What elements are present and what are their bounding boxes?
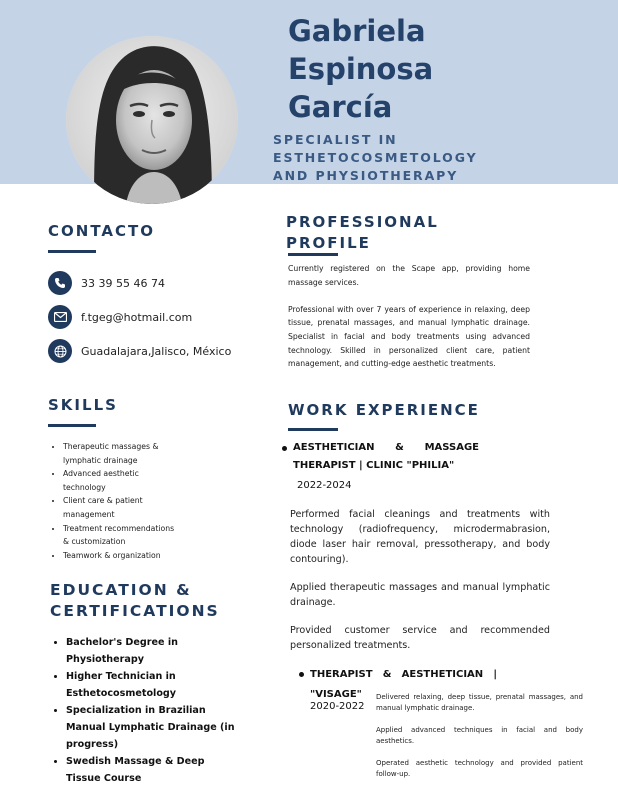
job-description-clinic-philia: [290, 507, 550, 653]
person-name: [288, 12, 433, 126]
education-item: • Specialization in Brazilian Manual Lymphatic Drainage (in progress): [66, 702, 242, 753]
name-line: García: [288, 90, 393, 124]
name-line: Espinosa: [288, 52, 434, 86]
job-paragraph: Provided customer service and recommended personalized treatments.: [290, 625, 550, 651]
contact-heading-rule: [48, 250, 96, 253]
contact-email: [48, 305, 192, 329]
job-paragraph: Applied advanced techniques in facial and body aesthetics.: [376, 726, 583, 745]
job-bullet: [299, 672, 304, 677]
profile-heading-line: PROFESSIONAL: [286, 213, 439, 231]
globe-icon: [48, 339, 72, 363]
profile-heading-rule: [288, 253, 338, 256]
name-line: Gabriela: [288, 14, 426, 48]
job-title-line: THERAPIST | CLINIC "PHILIA": [293, 460, 455, 471]
skills-list: [51, 440, 181, 562]
email-icon: [48, 305, 72, 329]
contact-location: [48, 339, 231, 363]
job-title-clinic-philia: [293, 439, 479, 475]
profile-text: [288, 262, 530, 371]
job-paragraph: Delivered relaxing, deep tissue, prenatal massages, and manual lymphatic drainage.: [376, 693, 583, 712]
contact-phone: [48, 271, 165, 295]
role-line: SPECIALIST IN: [273, 132, 398, 147]
skill-item: • Therapeutic massages & lymphatic drainage: [63, 440, 181, 467]
job-paragraph: Applied therapeutic massages and manual lymphatic drainage.: [290, 582, 550, 608]
profile-paragraph: Currently registered on the Scape app, providing home massage services.: [288, 264, 530, 287]
experience-heading-rule: [288, 428, 338, 431]
job-bullet: [282, 446, 287, 451]
job-dates: 2022-2024: [297, 480, 352, 491]
role-line: ESTHETOCOSMETOLOGY: [273, 150, 478, 165]
job-title-line: THERAPIST & AESTHETICIAN |: [310, 669, 497, 680]
profile-paragraph: Professional with over 7 years of experience in relaxing, deep tissue, prenatal massages, and manual lymphatic drainage. Specialist in facial and body treatments using advanced technology. Skilled in personalized client care, patient management, and cutting-edge aesthetic treatments.: [288, 304, 530, 369]
education-item: • Swedish Massage & Deep Tissue Course: [66, 753, 242, 787]
location-text: Guadalajara,Jalisco, México: [81, 344, 232, 358]
education-heading-line: CERTIFICATIONS: [50, 602, 220, 620]
phone-icon: [48, 271, 72, 295]
profile-heading: [286, 212, 439, 254]
portrait-image: [66, 36, 238, 204]
job-title-line: AESTHETICIAN & MASSAGE: [293, 442, 479, 453]
job-role: [273, 131, 478, 185]
skill-item: • Treatment recommendations & customization: [63, 522, 181, 549]
education-list: [52, 634, 242, 787]
education-item: • Higher Technician in Esthetocosmetology: [66, 668, 242, 702]
skills-heading-rule: [48, 424, 96, 427]
education-heading: [50, 580, 220, 622]
skill-item: • Advanced aesthetic technology: [63, 467, 181, 494]
skill-item: • Client care & patient management: [63, 494, 181, 521]
job-description-visage: [376, 692, 583, 780]
profile-photo: [66, 36, 238, 204]
job-title-line: "VISAGE": [310, 689, 362, 700]
profile-heading-line: PROFILE: [286, 234, 371, 252]
education-heading-line: EDUCATION &: [50, 581, 192, 599]
phone-text: 33 39 55 46 74: [81, 276, 165, 290]
job-paragraph: Operated aesthetic technology and provided patient follow-up.: [376, 759, 583, 778]
experience-heading: WORK EXPERIENCE: [288, 401, 480, 419]
job-dates: 2020-2022: [310, 701, 365, 712]
role-line: AND PHYSIOTHERAPY: [273, 168, 459, 183]
job-paragraph: Performed facial cleanings and treatments with technology (radiofrequency, microdermabrasion, diode laser hair removal, pressotherapy, and body contouring).: [290, 509, 550, 565]
skill-item: • Teamwork & organization: [63, 549, 181, 563]
contact-heading: CONTACTO: [48, 222, 155, 240]
email-text: f.tgeg@hotmail.com: [81, 310, 193, 324]
skills-heading: SKILLS: [48, 396, 118, 414]
education-item: • Bachelor's Degree in Physiotherapy: [66, 634, 242, 668]
